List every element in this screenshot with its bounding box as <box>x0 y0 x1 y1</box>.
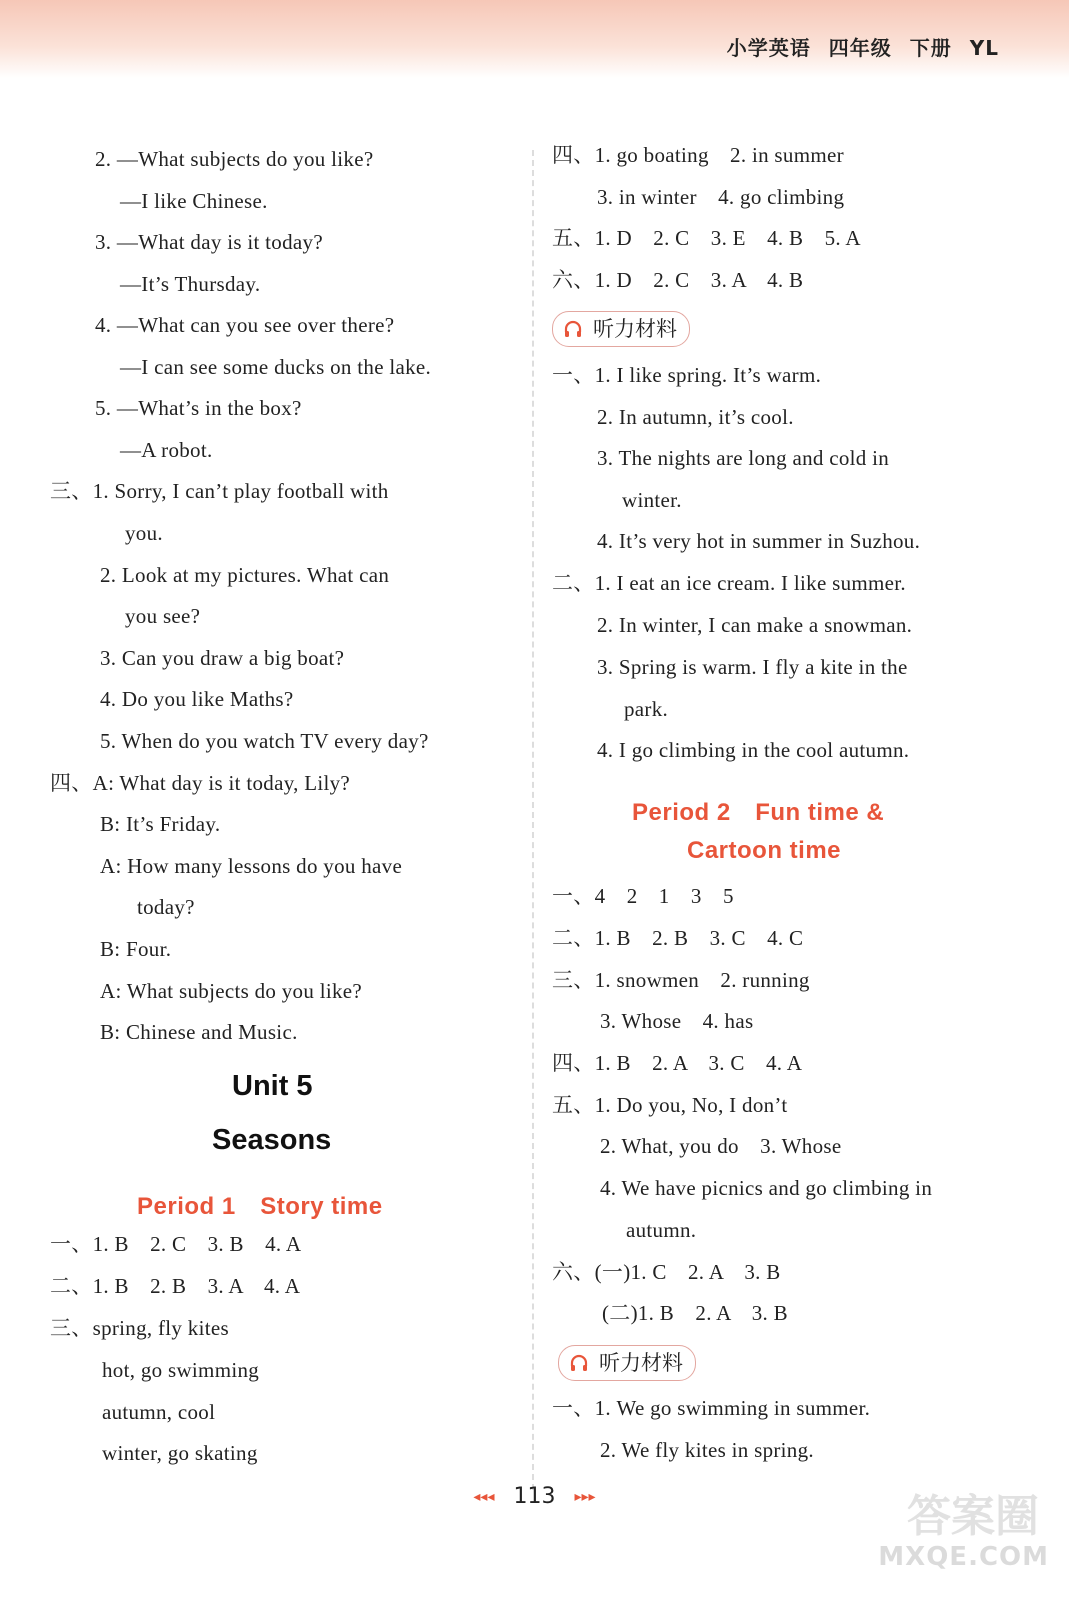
right-answer-line: 五、1. Do you, No, I don’t <box>552 1093 788 1117</box>
left-answer-line: you. <box>125 521 163 545</box>
header-grade: 四年级 <box>828 36 892 60</box>
right-answer-line: 2. In winter, I can make a snowman. <box>597 613 913 637</box>
right-answer-line: (二)1. B 2. A 3. B <box>602 1301 788 1325</box>
right-answer-line: 3. in winter 4. go climbing <box>597 185 845 209</box>
right-answer-line: park. <box>624 697 669 721</box>
right-answer-line: 2. We fly kites in spring. <box>600 1438 814 1462</box>
right-answer-line: 二、1. B 2. B 3. C 4. C <box>552 926 804 950</box>
left-answer-line: you see? <box>125 604 201 628</box>
right-answer-line: 4. It’s very hot in summer in Suzhou. <box>597 529 921 553</box>
period-2-heading-line2: Cartoon time <box>687 837 842 864</box>
left-answer-line: 3. Can you draw a big boat? <box>100 646 345 670</box>
page-number: 113 <box>513 1484 556 1509</box>
right-answer-line: 三、1. snowmen 2. running <box>552 968 810 992</box>
period-1-heading: Period 1 Story time <box>137 1193 383 1220</box>
right-answer-line: 3. The nights are long and cold in <box>597 446 890 470</box>
right-answer-line: winter. <box>622 488 682 512</box>
left-answer-line: B: Four. <box>100 937 172 961</box>
left-answer-line: 三、1. Sorry, I can’t play football with <box>50 479 389 503</box>
watermark-brand: 答案圈 <box>907 1491 1039 1542</box>
left-answer-line: hot, go swimming <box>102 1358 260 1382</box>
header-volume: 下册 <box>909 36 952 60</box>
right-answer-line: 3. Whose 4. has <box>600 1009 754 1033</box>
left-answer-line: 2. —What subjects do you like? <box>95 147 374 171</box>
headphones-icon <box>569 1353 589 1373</box>
right-answer-line: 2. What, you do 3. Whose <box>600 1134 842 1158</box>
left-answer-line: B: It’s Friday. <box>100 812 221 836</box>
right-answer-line: 六、1. D 2. C 3. A 4. B <box>552 268 804 292</box>
headphones-icon <box>563 319 583 339</box>
left-answer-line: 四、A: What day is it today, Lily? <box>50 771 351 795</box>
left-answer-line: today? <box>137 895 195 919</box>
column-divider <box>532 150 534 1490</box>
left-answer-line: B: Chinese and Music. <box>100 1020 298 1044</box>
right-answer-line: 二、1. I eat an ice cream. I like summer. <box>552 571 906 595</box>
right-answer-line: 四、1. go boating 2. in summer <box>552 143 844 167</box>
right-answer-line: 4. We have picnics and go climbing in <box>600 1176 933 1200</box>
right-answer-line: 四、1. B 2. A 3. C 4. A <box>552 1051 803 1075</box>
listening-material-tag-2 <box>558 1345 696 1381</box>
right-answer-line: 2. In autumn, it’s cool. <box>597 405 794 429</box>
page-header <box>709 32 999 61</box>
left-answer-line: 4. Do you like Maths? <box>100 687 294 711</box>
left-answer-line: 5. —What’s in the box? <box>95 396 302 420</box>
next-arrows-icon: ▸▸▸ <box>574 1489 596 1505</box>
unit-number: Unit 5 <box>232 1070 313 1102</box>
left-answer-line: 一、1. B 2. C 3. B 4. A <box>50 1232 302 1256</box>
right-answer-line: 一、1. I like spring. It’s warm. <box>552 363 822 387</box>
header-subject: 小学英语 <box>726 36 811 60</box>
unit-title: Seasons <box>212 1124 332 1156</box>
watermark-site: MXQE.COM <box>878 1542 1049 1572</box>
listening-material-label-2: 听力材料 <box>599 1351 683 1375</box>
left-answer-line: autumn, cool <box>102 1400 216 1424</box>
right-answer-line: 一、4 2 1 3 5 <box>552 884 734 908</box>
listening-material-tag <box>552 311 690 347</box>
left-answer-line: 2. Look at my pictures. What can <box>100 563 390 587</box>
left-answer-line: 4. —What can you see over there? <box>95 313 395 337</box>
left-answer-line: —A robot. <box>120 438 213 462</box>
right-answer-line: 六、(一)1. C 2. A 3. B <box>552 1260 781 1284</box>
left-answer-line: —It’s Thursday. <box>120 272 261 296</box>
left-answer-line: winter, go skating <box>102 1441 258 1465</box>
left-answer-line: —I can see some ducks on the lake. <box>120 355 432 379</box>
left-answer-line: 5. When do you watch TV every day? <box>100 729 429 753</box>
left-answer-line: —I like Chinese. <box>120 189 268 213</box>
right-answer-line: autumn. <box>626 1218 697 1242</box>
left-answer-line: A: How many lessons do you have <box>100 854 403 878</box>
header-edition: YL <box>969 36 999 60</box>
listening-material-label: 听力材料 <box>593 317 677 341</box>
left-answer-line: 二、1. B 2. B 3. A 4. A <box>50 1274 301 1298</box>
left-answer-line: A: What subjects do you like? <box>100 979 363 1003</box>
left-answer-line: 三、spring, fly kites <box>50 1316 229 1340</box>
right-answer-line: 4. I go climbing in the cool autumn. <box>597 738 910 762</box>
left-answer-line: 3. —What day is it today? <box>95 230 323 254</box>
prev-arrows-icon: ◂◂◂ <box>473 1489 495 1505</box>
watermark <box>869 1480 1049 1580</box>
right-answer-line: 3. Spring is warm. I fly a kite in the <box>597 655 908 679</box>
right-answer-line: 五、1. D 2. C 3. E 4. B 5. A <box>552 226 861 250</box>
period-2-heading-line1: Period 2 Fun time & <box>632 799 885 826</box>
right-answer-line: 一、1. We go swimming in summer. <box>552 1396 871 1420</box>
